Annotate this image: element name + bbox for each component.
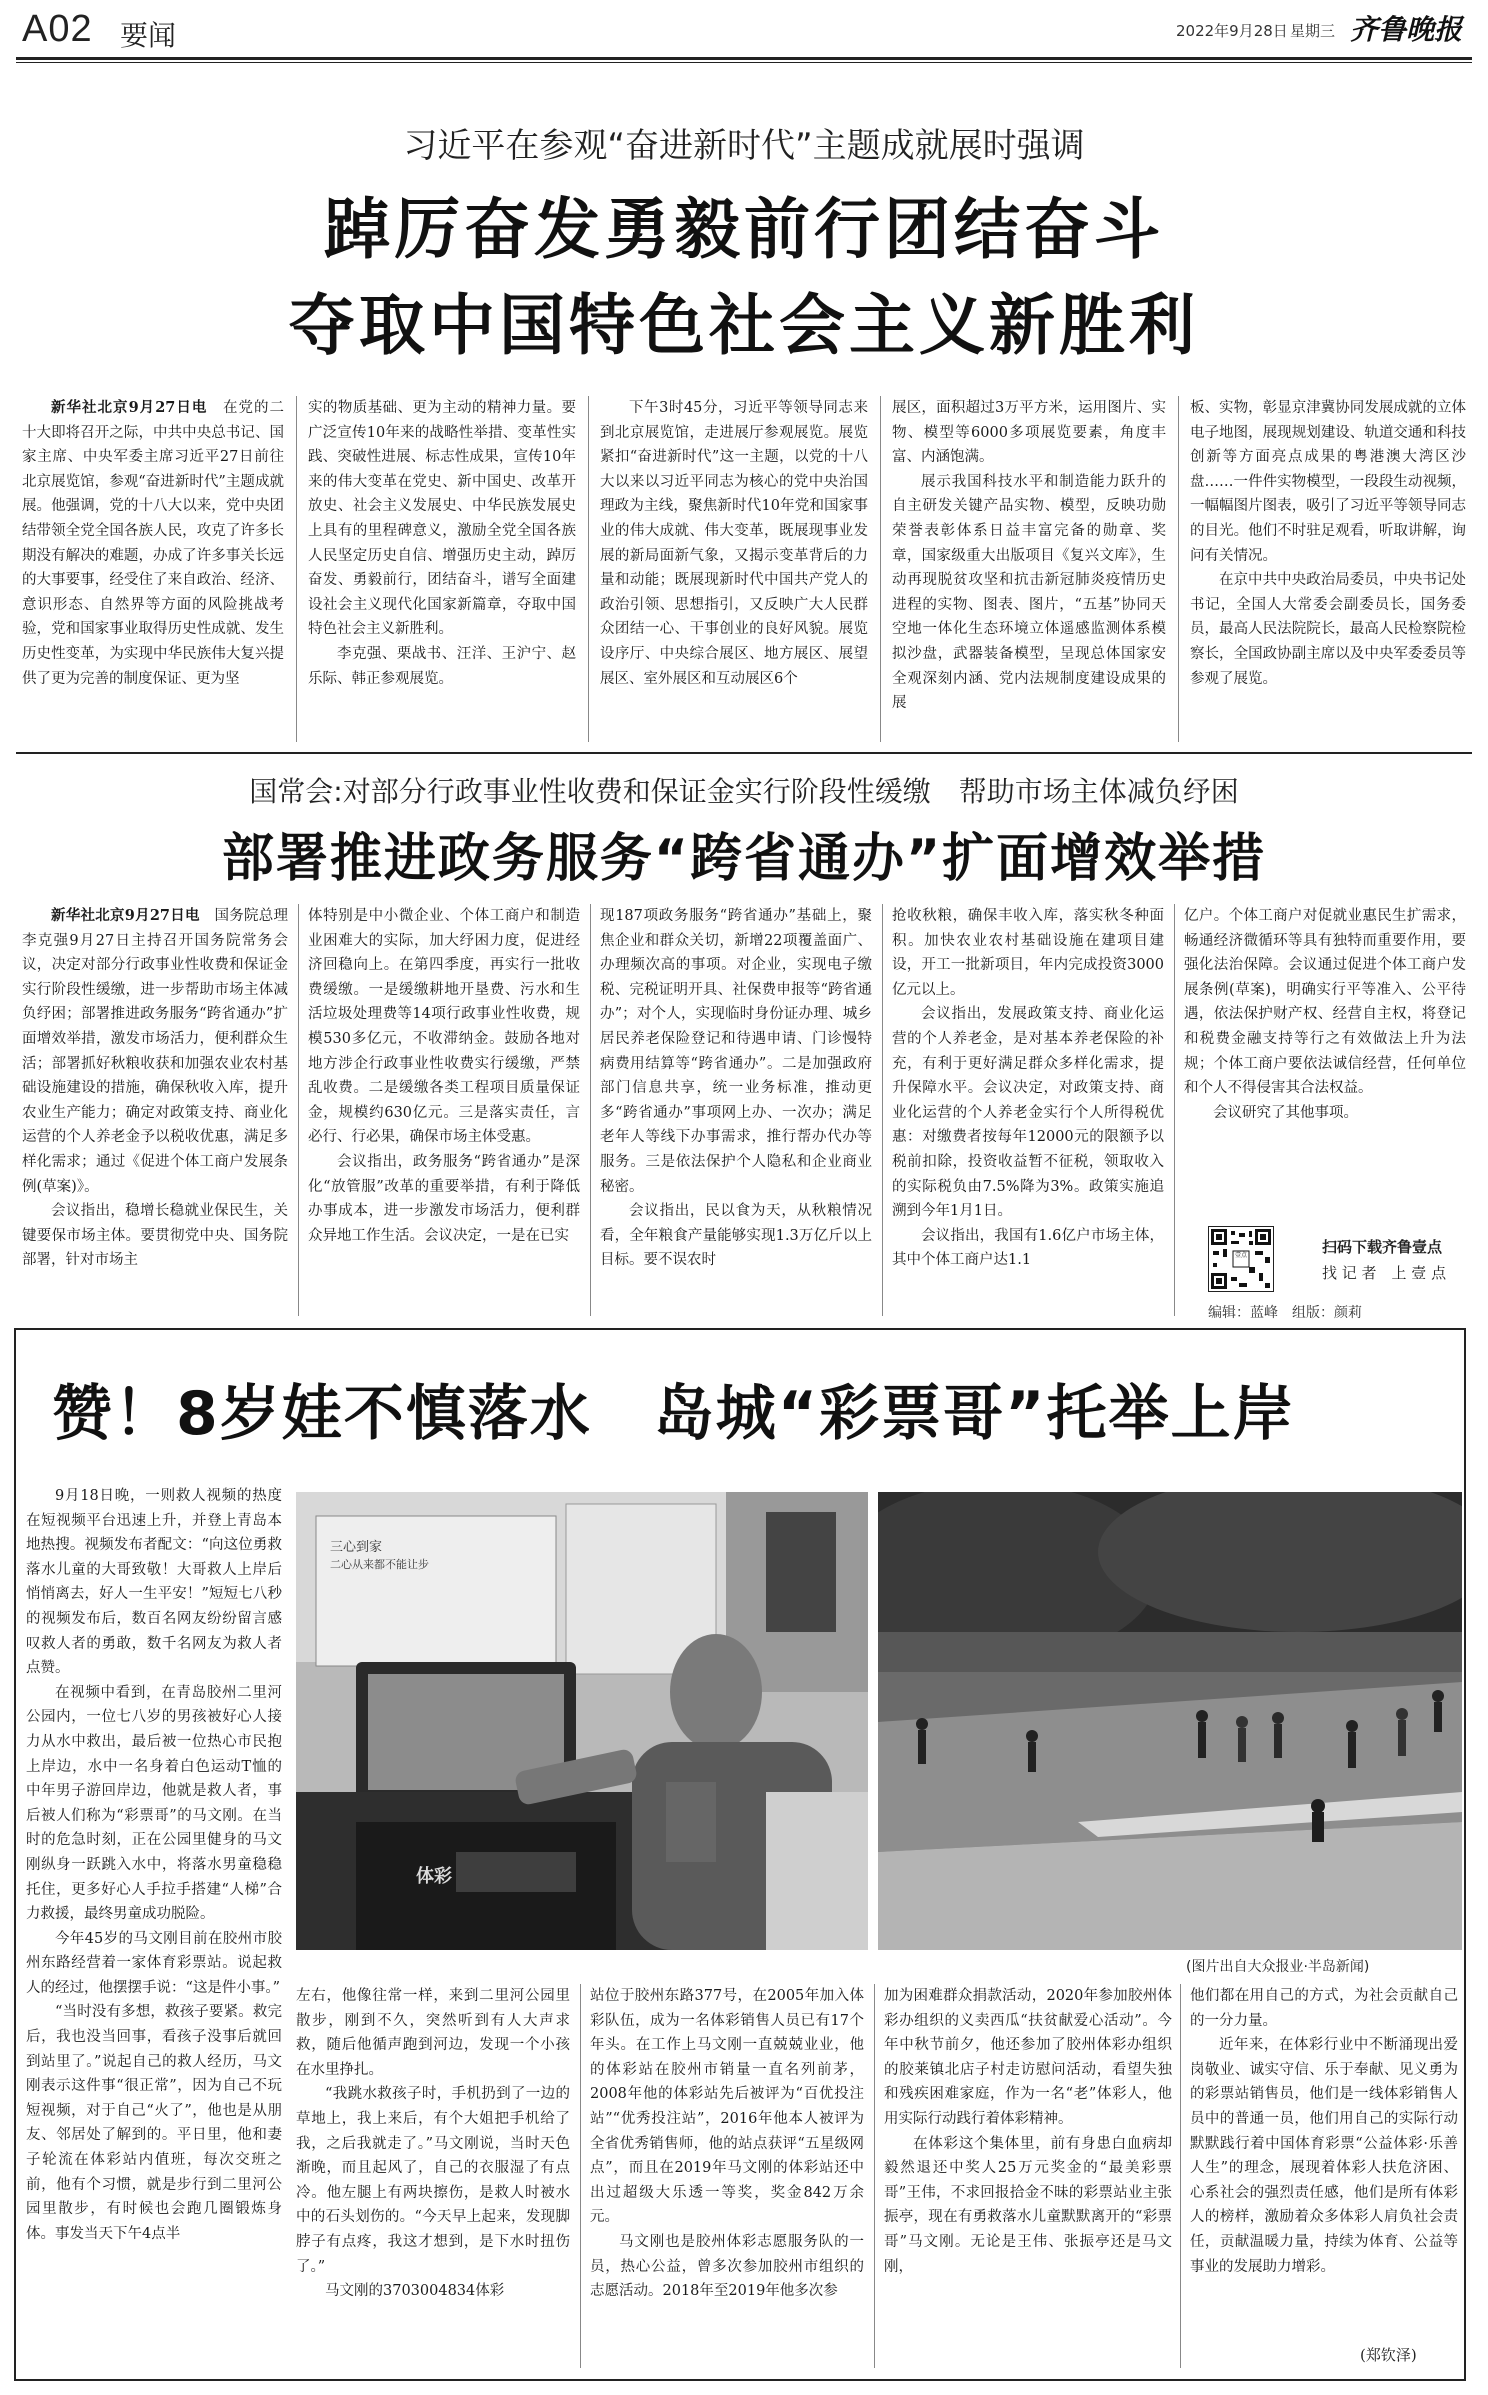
article3-column-5: 他们都在用自己的方式，为社会贡献自己的一分力量。 近年来，在体彩行业中不断涌现出爱岗敬业、诚实守信、乐于奉献、见义勇为的彩票站销售员，他们是一线体彩销售人员中的普通一员，他们用自己的实际行动默默践行着中国体育彩票“公益体彩·乐善人生”的理念，展现着体彩人扶危济困、心系社会的强烈责任感，他们是所有体彩人的榜样，激励着众多体彩人肩负社会责任，贡献温暖力量，持续为体育、公益等事业的发展助力增彩。 — [1190, 1988, 1458, 2275]
header-rule-thin — [16, 62, 1472, 63]
article2-dateline: 新华社北京9月27日电 — [51, 907, 200, 924]
article1-column-5: 板、实物，彰显京津冀协同发展成就的立体电子地图，展现规划建设、轨道交通和科技创新等方面亮点成果的粤港澳大湾区沙盘……一件件实物模型，一段段生动视频，一幅幅图片图表，吸引了习近平等领导同志的目光。他们不时驻足观看，听取讲解，询问有关情况。 在京中共中央政治局委员，中央书记处书记，全国人大常委会副委员长，国务委员，最高人民法院院长，最高人民检察院检察长，全国政协副主席以及中央军委委员等参观了展览。 — [1190, 400, 1466, 687]
page-number: A02 — [22, 8, 93, 50]
shop-wall-text-1: 三心到家 — [330, 1540, 383, 1555]
article3-column-3: 站位于胶州东路377号，在2005年加入体彩队伍，成为一名体彩销售人员已有17个年头。在工作上马文刚一直兢兢业业，他的体彩站在胶州市销量一直名列前茅，2008年他的体彩站先后被评为“百优投注站”“优秀投注站”，2016年他本人被评为全省优秀销售师，他的站点获评“五星级网点”，而且在2019年马文刚的体彩站还中出过超级大乐透一等奖，奖金842万余元。 马文刚也是胶州体彩志愿服务队的一员，热心公益，曾多次参加胶州市组织的志愿活动。2018年至2019年他多次参 — [590, 1988, 864, 2300]
article3-column-2: 左右，他像往常一样，来到二里河公园里散步，刚到不久，突然听到有人大声求救，随后他循声跑到河边，发现一个小孩在水里挣扎。 “我跳水救孩子时，手机扔到了一边的草地上，我上来后，有个大姐把手机给了我，之后我就走了。”马文刚说，当时天色渐晚，而且起风了，自己的衣服湿了有点冷。他左腿上有两块擦伤，是救人时被水中的石头划伤的。“今天早上起来，发现脚脖子有点疼，我这才想到，是下水时扭伤了。” 马文刚的3703004834体彩 — [296, 1988, 570, 2300]
column-divider — [588, 396, 589, 742]
column-divider — [1178, 396, 1179, 742]
column-divider — [1180, 1984, 1181, 2368]
article2-column-2: 体特别是中小微企业、个体工商户和制造业困难大的实际，加大纾困力度，促进经济回稳向上。在第四季度，再实行一批收费缓缴。一是缓缴耕地开垦费、污水和生活垃圾处理费等14项行政事业性收费，规模530多亿元，不收滞纳金。鼓励各地对地方涉企行政事业性收费实行缓缴，严禁乱收费。二是缓缴各类工程项目质量保证金，规模约630亿元。三是落实责任，言必行、行必果，确保市场主体受惠。 会议指出，政务服务“跨省通办”是深化“放管服”改革的重要举措，有利于降低办事成本，进一步激发市场活力，便利群众异地工作生活。会议决定，一是在已实 — [308, 908, 580, 1244]
article1-column-1: 新华社北京9月27日电 在党的二十大即将召开之际，中共中央总书记、国家主席、中央军委主席习近平27日前往北京展览馆，参观“奋进新时代”主题成就展。他强调，党的十八大以来，党中央团结带领全党全国各族人民，攻克了许多长期没有解决的难题，办成了许多事关长远的大事要事，经受住了来自政治、经济、意识形态、自然界等方面的风险挑战考验，党和国家事业取得历史性成就、发生历史性变革，为实现中华民族伟大复兴提供了更为完善的制度保证、更为坚 — [22, 399, 284, 687]
column-divider — [296, 396, 297, 742]
article2-kicker: 国常会:对部分行政事业性收费和保证金实行阶段性缓缴 帮助市场主体减负纾困 — [249, 775, 1239, 808]
column-divider — [298, 904, 299, 1316]
article1-headline-line1: 踔厉奋发勇毅前行团结奋斗 — [324, 191, 1164, 268]
column-divider — [880, 396, 881, 742]
shop-banner-text: 体彩 — [416, 1866, 452, 1887]
column-divider — [580, 1984, 581, 2368]
editor-credit: 编辑：蓝峰 组版：颜莉 — [1208, 1305, 1362, 1321]
section-name: 要闻 — [120, 19, 177, 52]
article3-byline: (郑钦泽) — [1360, 2346, 1417, 2364]
article1-kicker: 习近平在参观“奋进新时代”主题成就展时强调 — [403, 126, 1085, 166]
qr-caption-line1: 扫码下载齐鲁壹点 — [1322, 1238, 1443, 1256]
column-divider — [874, 1984, 875, 2368]
article2-column-4: 抢收秋粮，确保丰收入库，落实秋冬种面积。加快农业农村基础设施在建项目建设，开工一批新项目，年内完成投资3000亿元以上。 会议指出，发展政策支持、商业化运营的个人养老金，是对基本养老保险的补充，有利于更好满足群众多样化需求，提升保障水平。会议决定，对政策支持、商业化运营的个人养老金实行个人所得税优惠：对缴费者按每年12000元的限额予以税前扣除，投资收益暂不征税，领取收入的实际税负由7.5%降为3%。政策实施追溯到今年1月1日。 会议指出，我国有1.6亿户市场主体，其中个体工商户达1.1 — [892, 908, 1164, 1269]
article3-left-column: 9月18日晚，一则救人视频的热度在短视频平台迅速上升，并登上青岛本地热搜。视频发布者配文：“向这位勇救落水儿童的大哥致敬！大哥救人上岸后悄悄离去，好人一生平安！”短短七八秒的视频发布后，数百名网友纷纷留言感叹救人者的勇敢，数千名网友为救人者点赞。 在视频中看到，在青岛胶州二里河公园内，一位七八岁的男孩被好心人接力从水中救出，最后被一位热心市民抱上岸边，水中一名身着白色运动T恤的中年男子游回岸边，他就是救人者，事后被人们称为“彩票哥”的马文刚。在当时的危急时刻，正在公园里健身的马文刚纵身一跃跳入水中，将落水男童稳稳托住，更多好心人手拉手搭建“人梯”合力救援，最终男童成功脱险。 今年45岁的马文刚目前在胶州市胶州东路经营着一家体育彩票站。说起救人的经过，他摆摆手说：“这是件小事。” “当时没有多想，救孩子要紧。救完后，我也没当回事，看孩子没事后就回到站里了。”说起自己的救人经历，马文刚表示这件事“很正常”，因为自己不玩短视频，对于自己“火了”，他也是从朋友、邻居处了解到的。平日里，他和妻子轮流在体彩站内值班，每次交班之前，他有个习惯，就是步行到二里河公园里散步，有时候也会跑几圈锻炼身体。事发当天下午4点半 — [26, 1488, 282, 2242]
article2-column-1: 新华社北京9月27日电 国务院总理李克强9月27日主持召开国务院常务会议，决定对部分行政事业性收费和保证金实行阶段性缓缴，进一步帮助市场主体减负纾困；部署推进政务服务“跨省通办”扩面增效举措，激发市场活力，便利群众生活；部署抓好秋粮收获和加强农业农村基础设施建设的措施，确保秋收入库，提升农业生产能力；确定对政策支持、商业化运营的个人养老金予以税收优惠，满足多样化需求；通过《促进个体工商户发展条例(草案)》。 会议指出，稳增长稳就业保民生，关键要保市场主体。要贯彻党中央、国务院部署，针对市场主 — [22, 907, 288, 1269]
article3-headline: 赞！8岁娃不慎落水 岛城“彩票哥”托举上岸 — [52, 1379, 1295, 1449]
qr-logo-label: 壹点 — [1234, 1252, 1247, 1259]
section-divider — [16, 752, 1472, 754]
masthead-logo: 齐鲁晚报 — [1350, 13, 1463, 46]
photo-riverbank-rescue — [878, 1492, 1462, 1950]
column-divider — [882, 904, 883, 1316]
photo-lottery-shop — [296, 1492, 868, 1950]
shop-wall-text-2: 二心从来都不能让步 — [330, 1558, 429, 1571]
column-divider — [1174, 904, 1175, 1316]
article1-column-3: 下午3时45分，习近平等领导同志来到北京展览馆，走进展厅参观展览。展览紧扣“奋进新时代”这一主题，以党的十八大以来以习近平同志为核心的党中央治国理政为主线，聚焦新时代10年党和国家事业的伟大成就、伟大变革，既展现事业发展的新局面新气象，又揭示变革背后的力量和动能；既展现新时代中国共产党人的政治引领、思想指引，又反映广大人民群众团结一心、干事创业的良好风貌。展览设序厅、中央综合展区、地方展区、展望展区、室外展区和互动展区6个 — [600, 400, 868, 687]
article2-headline: 部署推进政务服务“跨省通办”扩面增效举措 — [221, 829, 1267, 889]
qr-caption-line2: 找 记 者 上 壹 点 — [1322, 1264, 1447, 1282]
header-rule — [16, 57, 1472, 60]
article1-column-2: 实的物质基础、更为主动的精神力量。要广泛宣传10年来的战略性举措、变革性实践、突破性进展、标志性成果，宣传10年来的伟大变革在党史、新中国史、改革开放史、社会主义发展史、中华民族发展史上具有的里程碑意义，激励全党全国各族人民坚定历史自信、增强历史主动，踔厉奋发、勇毅前行，团结奋斗，谱写全面建设社会主义现代化国家新篇章，夺取中国特色社会主义新胜利。 李克强、栗战书、汪洋、王沪宁、赵乐际、韩正参观展览。 — [308, 400, 576, 687]
article2-column-3: 现187项政务服务“跨省通办”基础上，聚焦企业和群众关切，新增22项覆盖面广、办理频次高的事项。对企业，实现电子缴税、完税证明开具、社保费申报等“跨省通办”；对个人，实现临时身份证办理、城乡居民养老保险登记和待遇申请、门诊慢特病费用结算等“跨省通办”。二是加强政府部门信息共享，统一业务标准，推动更多“跨省通办”事项网上办、一次办；满足老年人等线下办事需求，推行帮办代办等服务。三是依法保护个人隐私和企业商业秘密。 会议指出，民以食为天，从秋粮情况看，全年粮食产量能够实现1.3万亿斤以上目标。要不误农时 — [600, 908, 872, 1269]
photo-caption: (图片出自大众报业·半岛新闻) — [1186, 1959, 1370, 1975]
issue-date: 2022年9月28日 — [1176, 22, 1288, 40]
article1-column-4: 展区，面积超过3万平方米，运用图片、实物、模型等6000多项展览要素，角度丰富、内涵饱满。 展示我国科技水平和制造能力跃升的自主研发关键产品实物、模型，反映功勋荣誉表彰体系日益丰富完备的勋章、奖章，国家级重大出版项目《复兴文库》，生动再现脱贫攻坚和抗击新冠肺炎疫情历史进程的实物、图表、图片，“五基”协同天空地一体化生态环境立体遥感监测体系模拟沙盘，武器装备模型，呈现总体国家安全观深刻内涵、党内法规制度建设成果的展 — [892, 400, 1166, 712]
article1-dateline: 新华社北京9月27日电 — [51, 399, 208, 416]
issue-weekday: 星期三 — [1290, 22, 1336, 40]
column-divider — [590, 904, 591, 1316]
article1-headline-line2: 夺取中国特色社会主义新胜利 — [289, 287, 1199, 364]
article3-column-4: 加为困难群众捐款活动，2020年参加胶州体彩办组织的义卖西瓜“扶贫献爱心活动”。今年中秋节前夕，他还参加了胶州体彩办组织的胶莱镇北店子村走访慰问活动，看望失独和残疾困难家庭，作为一名“老”体彩人，他用实际行动践行着体彩精神。 在体彩这个集体里，前有身患白血病却毅然退还中奖人25万元奖金的“最美彩票哥”王伟，不求回报拾金不昧的彩票站业主张振亭，现在有勇救落水儿童默默离开的“彩票哥”马文刚。无论是王伟、张振亭还是马文刚， — [884, 1988, 1172, 2275]
qr-code[interactable] — [1208, 1226, 1274, 1292]
article2-column-5: 亿户。个体工商户对促就业惠民生扩需求，畅通经济微循环等具有独特而重要作用，要强化法治保障。会议通过促进个体工商户发展条例(草案)，明确实行平等准入、公平待遇，依法保护财产权、经营自主权，将登记和税费金融支持等行之有效做法上升为法规；个体工商户要依法诚信经营，任何单位和个人不得侵害其合法权益。 会议研究了其他事项。 — [1184, 908, 1466, 1121]
